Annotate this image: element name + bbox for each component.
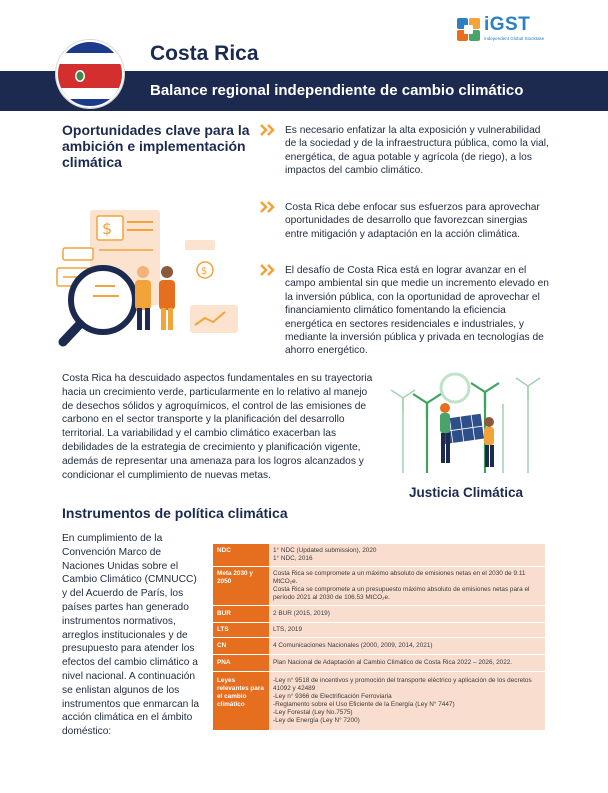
- instrument-value: [269, 638, 545, 655]
- costa-rica-flag-icon: [56, 40, 124, 108]
- instrument-value-line: Costa Rica se compromete a un máximo absoluto de emisiones netas en el 2030 de 9.11 MtCO₂e.: [273, 570, 526, 585]
- instruments-paragraph: En cumplimiento de la Convención Marco de Naciones Unidas sobre el Cambio Climático (CMNUCC) y del Acuerdo de París, los países partes han generado instrumentos normativos, arreglos institucionales y de presupuesto para atender los efectos del cambio climático a nivel nacional. A continuación se enlistan algunos de los instrumentos que enmarcan la acción climática en el ámbito doméstico:: [62, 533, 200, 738]
- instrument-value: [269, 655, 545, 672]
- opportunity-bullet: [263, 201, 553, 241]
- instrument-row: [213, 655, 545, 672]
- instrument-value: [269, 623, 545, 638]
- instrument-value-line: 1° NDC, 2016: [273, 555, 313, 562]
- instrument-row: [213, 567, 545, 606]
- instrument-key: BUR: [213, 606, 269, 623]
- instrument-value-line: -Ley de Energía (Ley N° 7200): [273, 717, 360, 724]
- logo-text: iGST: [484, 14, 531, 35]
- instrument-key: Meta 2030 y 2050: [213, 567, 269, 606]
- finance-magnifier-illustration: [55, 200, 250, 350]
- svg-text:$: $: [201, 266, 208, 277]
- instrument-row: [213, 606, 545, 623]
- instrument-row: [213, 544, 545, 567]
- instrument-key: NDC: [213, 544, 269, 567]
- instrument-row: [213, 623, 545, 638]
- page-title: Costa Rica: [150, 42, 259, 65]
- instrument-key: Leyes relevantes para el cambio climático: [213, 672, 269, 731]
- bullet-text: El desafío de Costa Rica está en lograr avanzar en el campo ambiental sin que medie un incremento elevado en la inversión pública, con la oportunidad de aprovechar el financiamiento climático fomentando la eficiencia energética en sectores residenciales e industriales, y mediante la inversión pública y privada en tecnologías de ahorro energético.: [285, 265, 549, 357]
- instrument-value-line: 1° NDC (Updated submission), 2020: [273, 547, 377, 554]
- climate-justice-label: Justicia Climática: [408, 485, 524, 500]
- bullet-text: Es necesario enfatizar la alta exposición y vulnerabilidad de la sociedad y de la infraestructura pública, como la vial, energética, de agua potable y agrícola (de riego), a los impactos del cambio climático.: [285, 125, 549, 177]
- instrument-value-line: -Ley Forestal (Ley No.7575): [273, 709, 353, 716]
- instrument-value: [269, 567, 545, 606]
- bullet-text: Costa Rica debe enfocar sus esfuerzos para aprovechar oportunidades de desarrollo que favorezcan sinergias entre mitigación y adaptación en la acción climática.: [285, 202, 540, 240]
- instrument-value-line: 2 BUR (2015, 2019): [273, 610, 330, 617]
- instrument-value-line: -Ley n° 9366 de Electrificación Ferroviaria: [273, 693, 392, 700]
- wind-solar-illustration: [385, 368, 545, 476]
- double-chevron-icon: [260, 264, 278, 276]
- instrument-value-line: Costa Rica se compromete a un presupuesto máximo absoluto de emisiones netas para el período 2021 al 2030 de 106.53 MtCO₂e.: [273, 586, 530, 601]
- instrument-value-line: 4 Comunicaciones Nacionales (2000, 2009, 2014, 2021): [273, 642, 433, 649]
- instrument-value-line: -Ley n° 9518 de incentivos y promoción del transporte eléctrico y aplicación de los decretos 41092 y 42489: [273, 677, 532, 692]
- instrument-row: [213, 638, 545, 655]
- page-subtitle: Balance regional independiente de cambio climático: [150, 82, 524, 99]
- instrument-value: [269, 544, 545, 567]
- logo-tagline: Independent Global Stocktake: [484, 36, 545, 41]
- instrument-key: LTS: [213, 623, 269, 638]
- instrument-value-line: -Reglamento sobre el Uso Eficiente de la Energía (Ley N° 7447): [273, 701, 455, 708]
- instrument-value: [269, 672, 545, 731]
- instruments-table: [213, 544, 545, 731]
- double-chevron-icon: [260, 124, 278, 136]
- instrument-row: [213, 672, 545, 731]
- instrument-value: [269, 606, 545, 623]
- instrument-key: PNA: [213, 655, 269, 672]
- instrument-key: CN: [213, 638, 269, 655]
- instrument-value-line: LTS, 2019: [273, 626, 303, 633]
- double-chevron-icon: [260, 201, 278, 213]
- opportunities-heading: Oportunidades clave para la ambición e implementación climática: [62, 122, 250, 170]
- opportunity-bullet: [263, 124, 553, 178]
- climate-justice-paragraph: Costa Rica ha descuidado aspectos fundamentales en su trayectoria hacia un crecimiento verde, particularmente en lo relativo al manejo de desechos sólidos y agroquímicos, el control de las emisiones de carbono en el sector transporte y la planificación del desarrollo territorial. La variabilidad y el cambio climático exacerban las debilidades de la estrategia de crecimiento y planificación vigente, además de representar una amenaza para los logros alcanzados y condicionar el cumplimiento de nuevas metas.: [62, 373, 373, 481]
- page-header: [0, 0, 608, 112]
- opportunity-bullet: [263, 264, 553, 358]
- instruments-heading: Instrumentos de política climática: [62, 505, 288, 521]
- instrument-value-line: Plan Nacional de Adaptación al Cambio Climático de Costa Rica 2022 – 2026, 2022.: [273, 659, 513, 666]
- svg-text:$: $: [102, 219, 113, 238]
